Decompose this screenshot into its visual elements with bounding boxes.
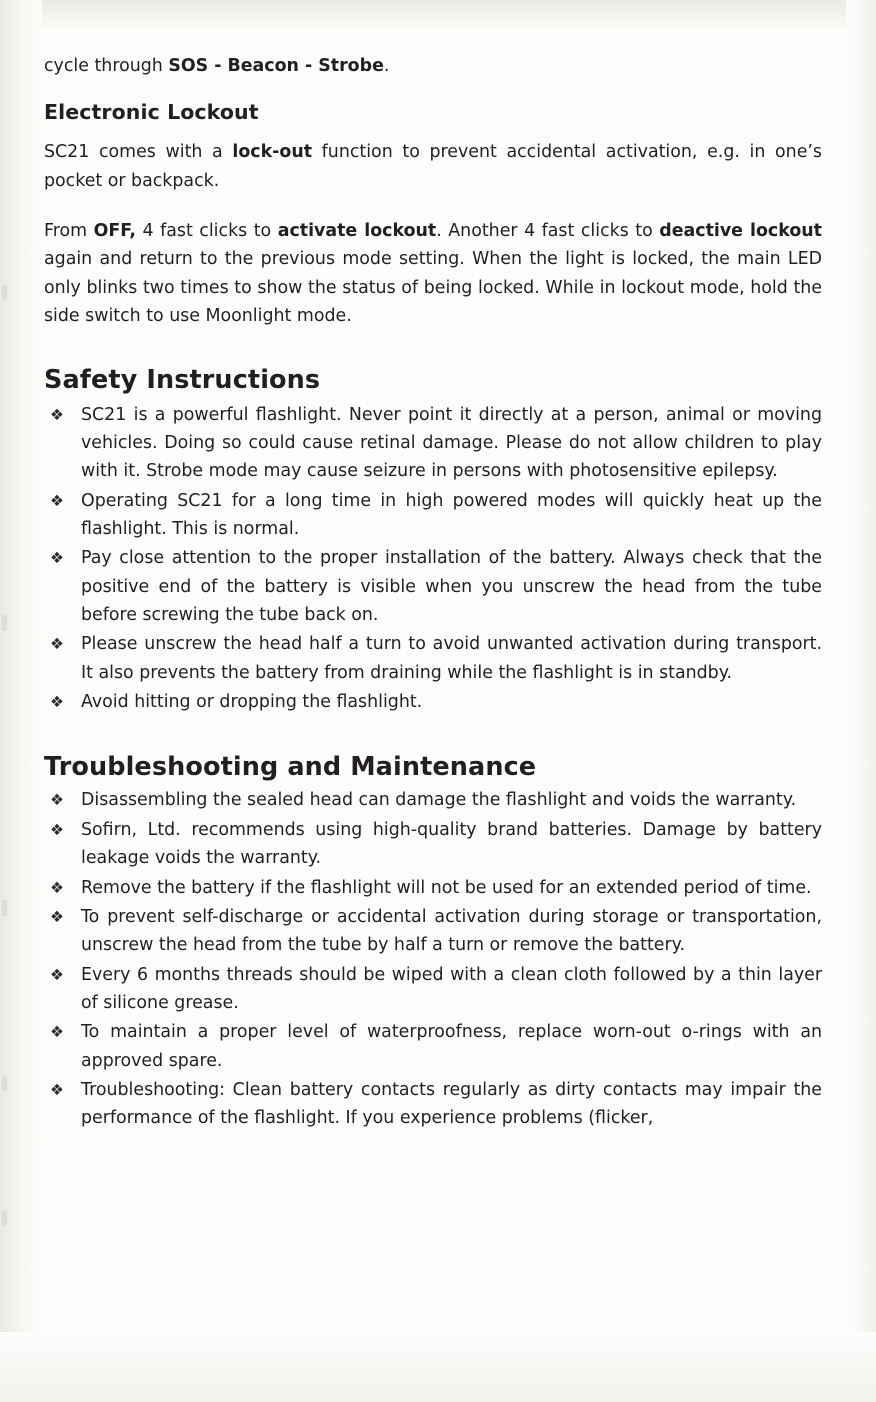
list-item-text: Please unscrew the head half a turn to avoid unwanted activation during transport. It also prevents the battery from draining while the flashlight is in standby. xyxy=(81,634,822,683)
diamond-bullet-icon: ❖ xyxy=(50,491,64,510)
diamond-bullet-icon: ❖ xyxy=(50,1023,64,1042)
list-item-text: Pay close attention to the proper installation of the battery. Always check that the positive end of the battery is visible when you unscrew the head from the tube before screwing the tube back on. xyxy=(81,548,822,626)
scan-shadow-right xyxy=(846,0,876,1402)
list-item xyxy=(44,487,822,544)
list-item xyxy=(44,1018,822,1075)
paragraph-lockout-operation xyxy=(44,217,822,330)
scan-shadow-top xyxy=(0,0,876,34)
page-edge-mark xyxy=(2,285,7,301)
diamond-bullet-icon: ❖ xyxy=(50,791,64,810)
list-item xyxy=(44,1076,822,1133)
scan-shadow-bottom xyxy=(0,1332,876,1402)
continued-paragraph-tail: . xyxy=(383,56,390,76)
section-heading-safety-instructions: Safety Instructions xyxy=(44,364,321,395)
text-run: SC21 comes with a xyxy=(44,142,233,163)
section-heading-electronic-lockout: Electronic Lockout xyxy=(44,100,259,125)
continued-paragraph xyxy=(44,52,822,80)
page-edge-mark xyxy=(2,900,7,916)
list-item xyxy=(44,544,822,629)
list-item xyxy=(44,874,822,902)
list-item xyxy=(44,786,822,814)
diamond-bullet-icon: ❖ xyxy=(50,405,64,424)
list-item-text: Every 6 months threads should be wiped with a clean cloth followed by a thin layer of silicone grease. xyxy=(81,964,822,1013)
text-run-bold: deactive lockout xyxy=(659,221,822,242)
list-item-text: Disassembling the sealed head can damage the flashlight and voids the warranty. xyxy=(81,790,797,811)
troubleshooting-list xyxy=(44,786,822,1132)
list-item-text: Avoid hitting or dropping the flashlight. xyxy=(81,692,423,713)
text-run-bold: lock-out xyxy=(232,142,313,163)
scan-shadow-left xyxy=(0,0,42,1402)
continued-paragraph-lead: cycle through xyxy=(44,56,169,76)
list-item-text: Remove the battery if the flashlight will not be used for an extended period of time. xyxy=(81,877,812,898)
continued-paragraph-bold: SOS - Beacon - Strobe xyxy=(168,56,384,76)
list-item-text: Sofirn, Ltd. recommends using high-quality brand batteries. Damage by battery leakage voids the warranty. xyxy=(81,819,822,869)
list-item-text: SC21 is a powerful flashlight. Never point it directly at a person, animal or moving vehicles. Doing so could cause retinal damage. Please do not allow children to play with it. Strobe mode may cause seizure in persons with photosensitive epilepsy. xyxy=(81,404,822,482)
diamond-bullet-icon: ❖ xyxy=(50,820,64,839)
diamond-bullet-icon: ❖ xyxy=(50,635,64,654)
section-heading-troubleshooting-and-maintenance: Troubleshooting and Maintenance xyxy=(44,752,537,783)
text-run: again and return to the previous mode setting. When the light is locked, the main LED only blinks two times to show the status of being locked. While in lockout mode, hold the side switch to use Moonlight mode. xyxy=(44,249,822,327)
document-body xyxy=(44,52,822,1134)
paragraph-lockout-intro xyxy=(44,138,822,195)
text-run: 4 fast clicks to xyxy=(135,221,278,242)
diamond-bullet-icon: ❖ xyxy=(50,907,64,926)
text-run: . Another 4 fast clicks to xyxy=(436,221,660,242)
list-item xyxy=(44,688,822,716)
list-item xyxy=(44,903,822,960)
diamond-bullet-icon: ❖ xyxy=(50,693,64,712)
safety-instructions-list xyxy=(44,401,822,717)
diamond-bullet-icon: ❖ xyxy=(50,965,64,984)
page-edge-mark xyxy=(2,1210,7,1226)
text-run-bold: activate lockout xyxy=(277,221,437,242)
list-item-text: To prevent self-discharge or accidental activation during storage or transportation, unscrew the head from the tube by half a turn or remove the battery. xyxy=(81,906,822,956)
diamond-bullet-icon: ❖ xyxy=(50,549,64,568)
list-item xyxy=(44,816,822,873)
list-item-text: To maintain a proper level of waterproofness, replace worn-out o-rings with an approved spare. xyxy=(81,1022,822,1071)
page-edge-mark xyxy=(2,615,7,631)
list-item xyxy=(44,401,822,486)
text-run-bold: OFF, xyxy=(93,221,136,242)
diamond-bullet-icon: ❖ xyxy=(50,1081,64,1100)
list-item xyxy=(44,961,822,1018)
list-item xyxy=(44,630,822,687)
diamond-bullet-icon: ❖ xyxy=(50,878,64,897)
page-edge-mark xyxy=(2,1075,7,1091)
list-item-text: Operating SC21 for a long time in high powered modes will quickly heat up the flashlight. This is normal. xyxy=(81,490,822,539)
text-run: function to prevent accidental activation, e.g. in one’s pocket or backpack. xyxy=(44,142,822,191)
list-item-text: Troubleshooting: Clean battery contacts regularly as dirty contacts may impair the performance of the flashlight. If you experience problems (flicker, xyxy=(81,1080,822,1129)
text-run: From xyxy=(44,221,94,242)
